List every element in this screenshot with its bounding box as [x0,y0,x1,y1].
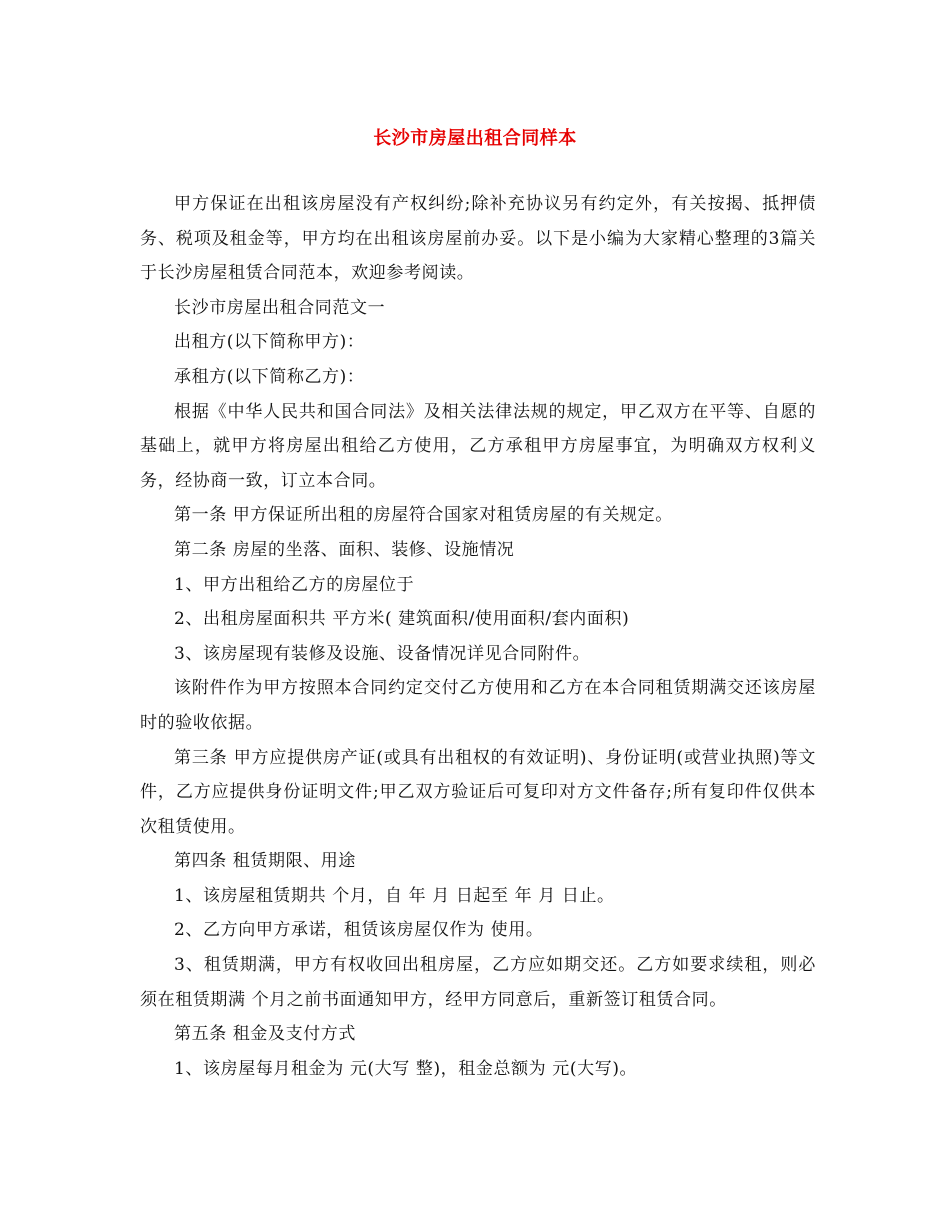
paragraph-lessor: 出租方(以下简称甲方)： [174,332,365,353]
paragraph-article-3: 第三条 甲方应提供房产证(或具有出租权的有效证明)、身份证明(或营业执照)等文件，乙方应提供身份证明文件;甲乙双方验证后可复印对方文件备存;所有复印件仅供本次租赁使用。 [140,747,816,837]
paragraph-article-5-item-1: 1、该房屋每月租金为 元(大写 整)，租金总额为 元(大写)。 [174,1058,638,1079]
paragraph-preamble: 根据《中华人民共和国合同法》及相关法律法规的规定，甲乙双方在平等、自愿的基础上，就甲方将房屋出租给乙方使用，乙方承租甲方房屋事宜，为明确双方权利义务，经协商一致，订立本合同。 [140,401,816,491]
paragraph-article-2-item-1: 1、甲方出租给乙方的房屋位于 [174,574,415,595]
paragraph-article-4-item-2: 2、乙方向甲方承诺，租赁该房屋仅作为 使用。 [174,920,544,941]
paragraph-article-4: 第四条 租赁期限、用途 [174,851,357,872]
paragraph-lessee: 承租方(以下简称乙方)： [174,366,365,387]
paragraph-heading-sample-one: 长沙市房屋出租合同范文一 [174,297,386,318]
paragraph-article-2-item-3: 3、该房屋现有装修及设施、设备情况详见合同附件。 [174,643,591,664]
paragraph-article-2-item-2: 2、出租房屋面积共 平方米( 建筑面积/使用面积/套内面积) [174,609,630,630]
document-title: 长沙市房屋出租合同样本 [373,128,577,149]
paragraph-article-1: 第一条 甲方保证所出租的房屋符合国家对租赁房屋的有关规定。 [174,505,673,526]
paragraph-article-5: 第五条 租金及支付方式 [174,1024,357,1045]
paragraph-article-4-item-3: 3、租赁期满，甲方有权收回出租房屋，乙方应如期交还。乙方如要求续租，则必须在租赁期满 个月之前书面通知甲方，经甲方同意后，重新签订租赁合同。 [140,955,816,1010]
paragraph-article-4-item-1: 1、该房屋租赁期共 个月，自 年 月 日起至 年 月 日止。 [174,885,615,906]
paragraph-intro: 甲方保证在出租该房屋没有产权纠纷;除补充协议另有约定外，有关按揭、抵押债务、税项及租金等，甲方均在出租该房屋前办妥。以下是小编为大家精心整理的3篇关于长沙房屋租赁合同范本，欢迎参考阅读。 [140,194,816,284]
paragraph-annex-note: 该附件作为甲方按照本合同约定交付乙方使用和乙方在本合同租赁期满交还该房屋时的验收依据。 [140,678,816,733]
paragraph-article-2: 第二条 房屋的坐落、面积、装修、设施情况 [174,539,515,560]
document-body [140,187,816,1086]
